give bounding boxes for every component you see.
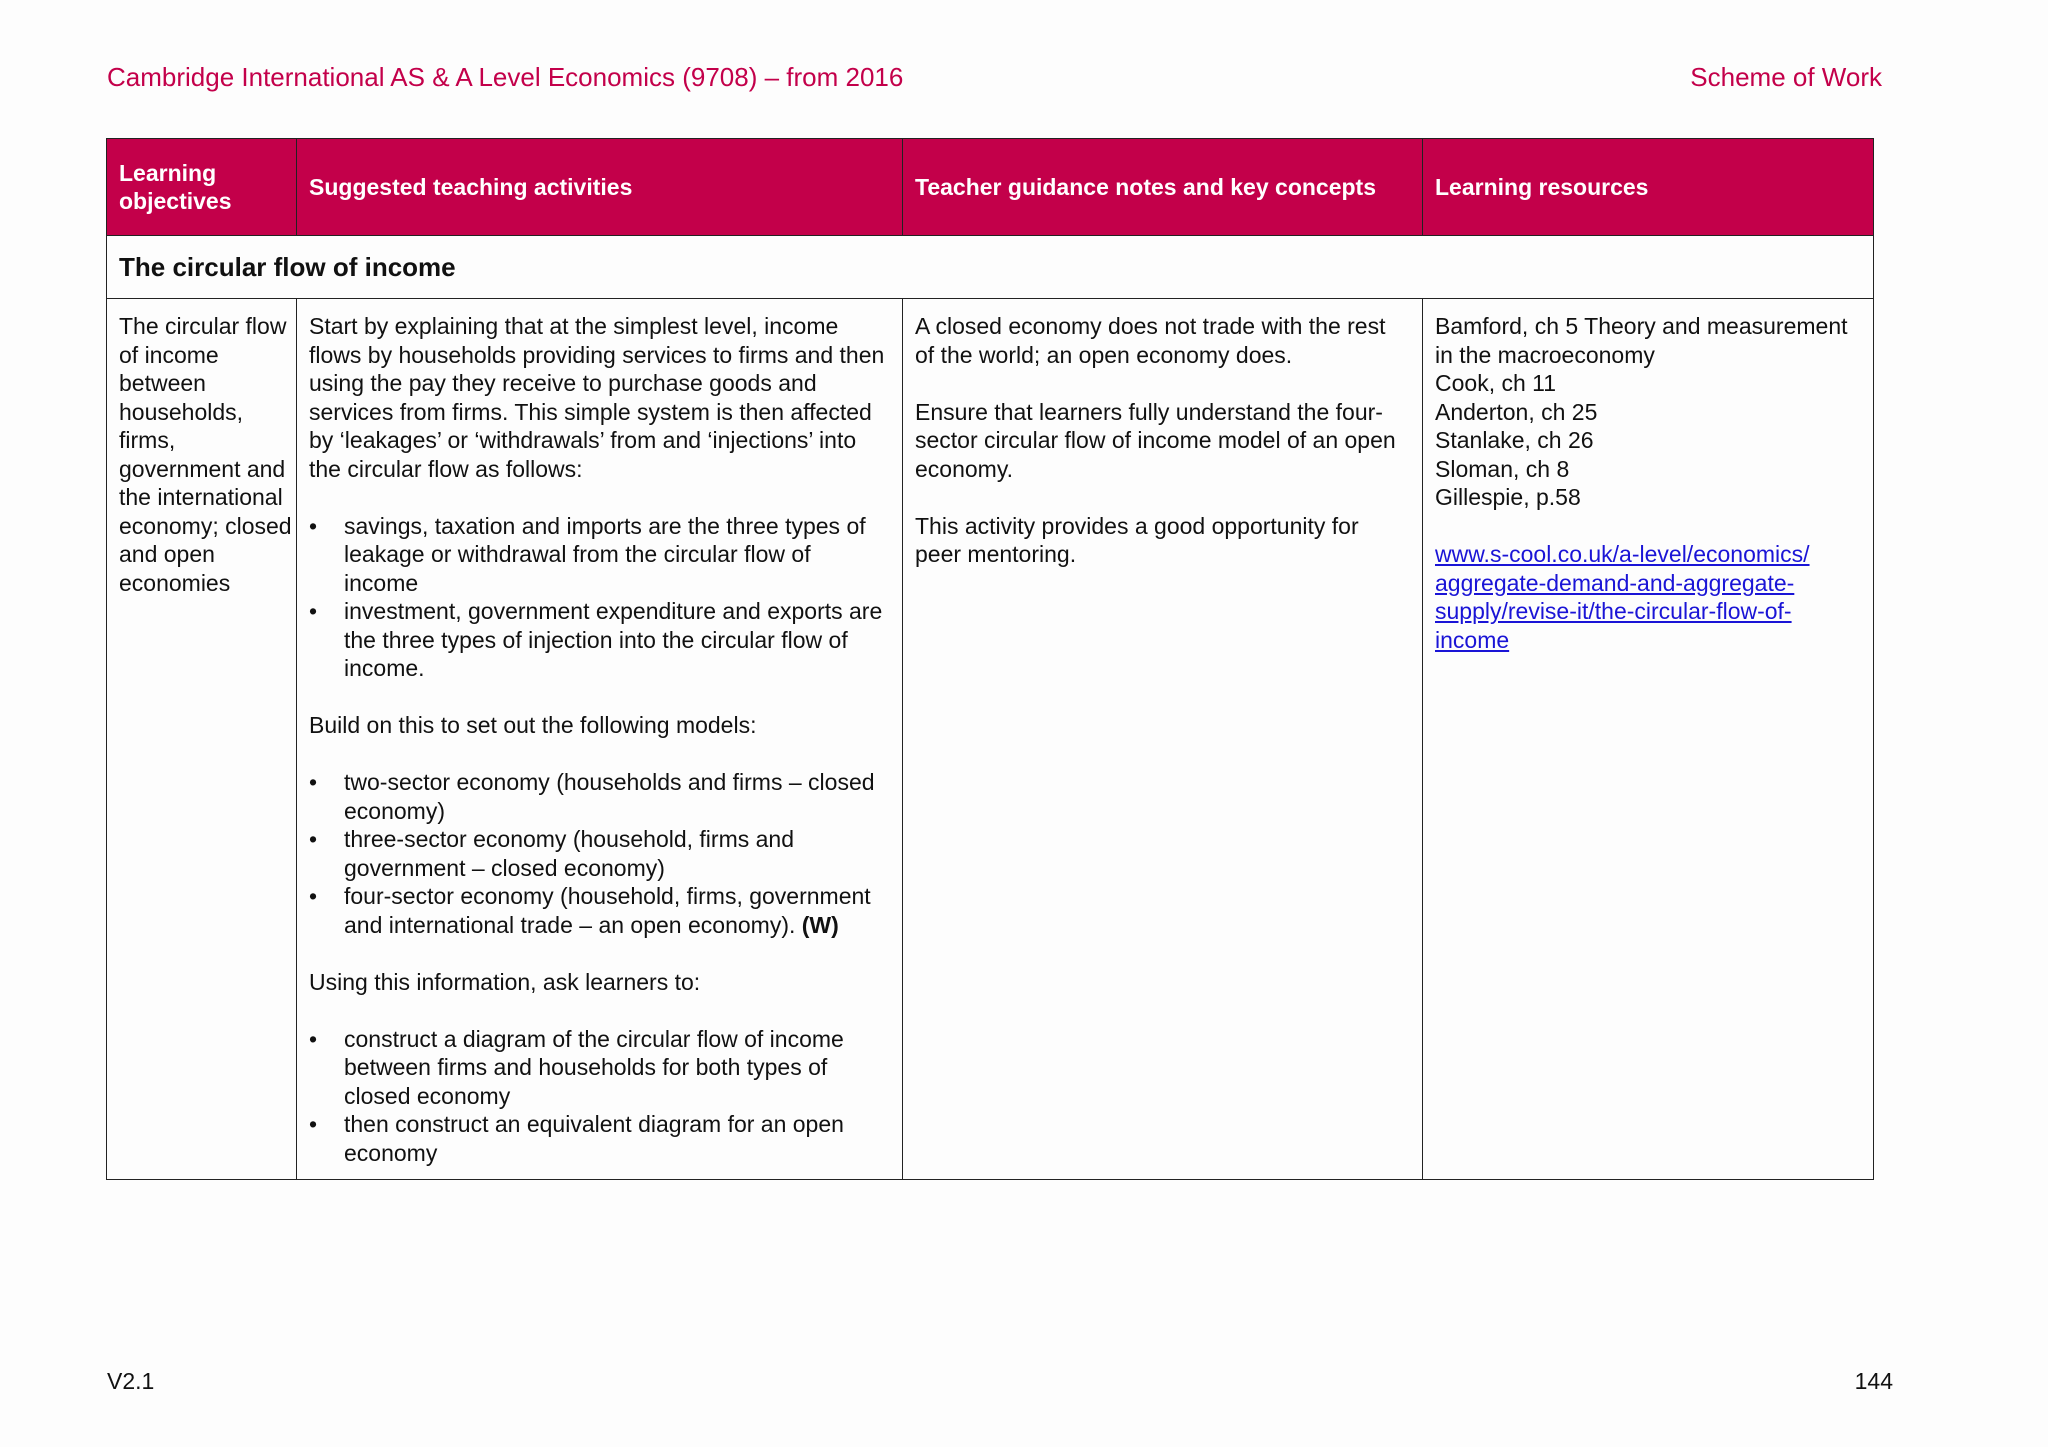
document-title: Cambridge International AS & A Level Economics (9708) – from 2016 bbox=[107, 62, 904, 92]
table-header-row bbox=[107, 139, 1874, 236]
activities-intro: Start by explaining that at the simplest level, income flows by households providing services to firms and then using the pay they receive to purchase goods and services from firms. This simple system is then affected by ‘leakages’ or ‘withdrawals’ from and ‘injections’ into the circular flow as follows: bbox=[309, 313, 885, 482]
activities-build-text: Build on this to set out the following models: bbox=[309, 712, 757, 738]
column-header-learning-resources: Learning resources bbox=[1423, 139, 1874, 236]
resource-item: Stanlake, ch 26 bbox=[1435, 427, 1594, 453]
list-item-text: four-sector economy (household, firms, government and international trade – an open economy). bbox=[344, 883, 871, 938]
list-item: • investment, government expenditure and exports are the three types of injection into the circular flow of income. bbox=[344, 597, 890, 683]
resource-item: Sloman, ch 8 bbox=[1435, 455, 1570, 482]
list-item: • three-sector economy (household, firms and government – closed economy) bbox=[344, 825, 890, 882]
resource-item: Gillespie, p.58 bbox=[1435, 484, 1581, 510]
column-header-learning-objectives: Learning objectives bbox=[107, 139, 297, 236]
guidance-paragraph: This activity provides a good opportunity for peer mentoring. bbox=[915, 512, 1359, 567]
learner-tasks-list bbox=[309, 1025, 890, 1168]
scheme-of-work-table bbox=[106, 138, 1874, 1180]
learning-objective-text: The circular flow of income between households, firms, government and the international economy; closed and open economies bbox=[119, 313, 292, 596]
guidance-paragraph: A closed economy does not trade with the rest of the world; an open economy does. bbox=[915, 313, 1386, 368]
version-label: V2.1 bbox=[107, 1368, 155, 1394]
learning-resources-cell bbox=[1423, 299, 1874, 1180]
list-item: • then construct an equivalent diagram for an open economy bbox=[344, 1110, 890, 1167]
guidance-paragraph: Ensure that learners fully understand the four-sector circular flow of income model of an open economy. bbox=[915, 398, 1396, 482]
resource-item: Anderton, ch 25 bbox=[1435, 398, 1598, 425]
document-type: Scheme of Work bbox=[1690, 62, 1882, 92]
learning-objective-cell bbox=[107, 299, 297, 1180]
list-item: • savings, taxation and imports are the three types of leakage or withdrawal from the circular flow of income bbox=[344, 512, 890, 598]
list-item bbox=[344, 882, 890, 939]
list-item: • two-sector economy (households and firms – closed economy) bbox=[344, 768, 890, 825]
resource-link[interactable]: www.s-cool.co.uk/a-level/economics/ aggregate-demand-and-aggregate-supply/revise-it/the-circular-flow-of-income bbox=[1435, 541, 1810, 653]
economy-models-list bbox=[309, 768, 890, 939]
section-title: The circular flow of income bbox=[107, 236, 1874, 299]
list-item: • construct a diagram of the circular flow of income between firms and households for both types of closed economy bbox=[344, 1025, 890, 1111]
page-number: 144 bbox=[1854, 1368, 1893, 1394]
teaching-activities-cell bbox=[297, 299, 903, 1180]
activities-using-text: Using this information, ask learners to: bbox=[309, 968, 701, 995]
column-header-guidance-notes: Teacher guidance notes and key concepts bbox=[903, 139, 1423, 236]
resource-item: Cook, ch 11 bbox=[1435, 370, 1557, 396]
table-row bbox=[107, 299, 1874, 1180]
w-marker: (W) bbox=[801, 911, 839, 938]
guidance-notes-cell bbox=[903, 299, 1423, 1180]
resource-item: Bamford, ch 5 Theory and measurement in the macroeconomy bbox=[1435, 313, 1848, 368]
column-header-teaching-activities: Suggested teaching activities bbox=[297, 139, 903, 236]
section-row bbox=[107, 236, 1874, 299]
leakage-injection-list bbox=[309, 512, 890, 683]
